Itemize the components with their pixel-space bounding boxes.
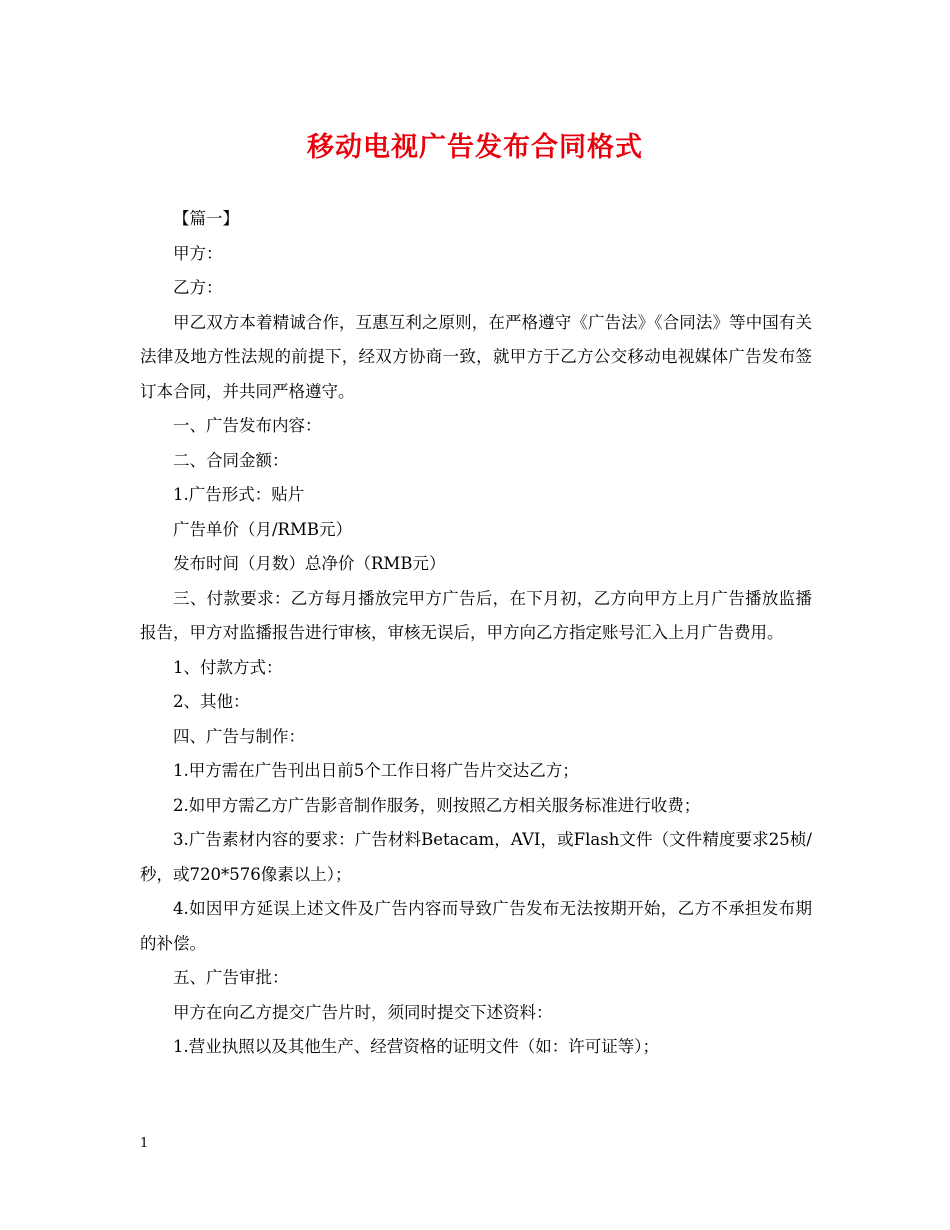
clause-heading: 五、广告审批： [173, 968, 289, 987]
clause-item: 1.营业执照以及其他生产、经营资格的证明文件（如：许可证等）； [173, 1037, 659, 1056]
clause-item: 1、付款方式： [173, 657, 283, 677]
clause-heading: 一、广告发布内容： [173, 416, 322, 435]
clause-paragraph: 三、付款要求：乙方每月播放完甲方广告后，在下月初，乙方向甲方上月广告播放监播报告，甲方对监播报告进行审核，审核无误后，甲方向乙方指定账号汇入上月广告费用。 [140, 588, 812, 642]
document-body [140, 202, 812, 1065]
clause-heading: 四、广告与制作： [173, 726, 305, 746]
clause-item: 1.广告形式：贴片 [173, 485, 305, 504]
party-a-line: 甲方： [173, 243, 223, 263]
clause-item: 4.如因甲方延误上述文件及广告内容而导致广告发布无法按期开始，乙方不承担发布期的补偿。 [140, 899, 812, 953]
section-heading: 【篇一】 [173, 209, 239, 228]
clause-item: 1.甲方需在广告刊出日前5个工作日将广告片交达乙方； [173, 761, 579, 780]
clause-heading: 二、合同金额： [173, 450, 289, 470]
document-title: 移动电视广告发布合同格式 [307, 132, 643, 163]
clause-item: 发布时间（月数）总净价（RMB元） [173, 554, 446, 573]
party-b-line: 乙方： [173, 278, 223, 297]
clause-item: 2.如甲方需乙方广告影音制作服务，则按照乙方相关服务标准进行收费； [173, 795, 701, 815]
clause-item: 甲方在向乙方提交广告片时，须同时提交下述资料： [173, 1002, 553, 1022]
clause-item: 广告单价（月/RMB元） [173, 519, 353, 539]
page-number: 1 [140, 1136, 149, 1151]
clause-item: 3.广告素材内容的要求：广告材料Betacam，AVI，或Flash文件（文件精度要求25桢/秒，或720*576像素以上）； [140, 830, 812, 884]
clause-item: 2、其他： [173, 692, 250, 711]
preamble-paragraph: 甲乙双方本着精诚合作，互惠互利之原则，在严格遵守《广告法》《合同法》等中国有关法律及地方性法规的前提下，经双方协商一致，就甲方于乙方公交移动电视媒体广告发布签订本合同，并共同严格遵守。 [140, 312, 812, 401]
